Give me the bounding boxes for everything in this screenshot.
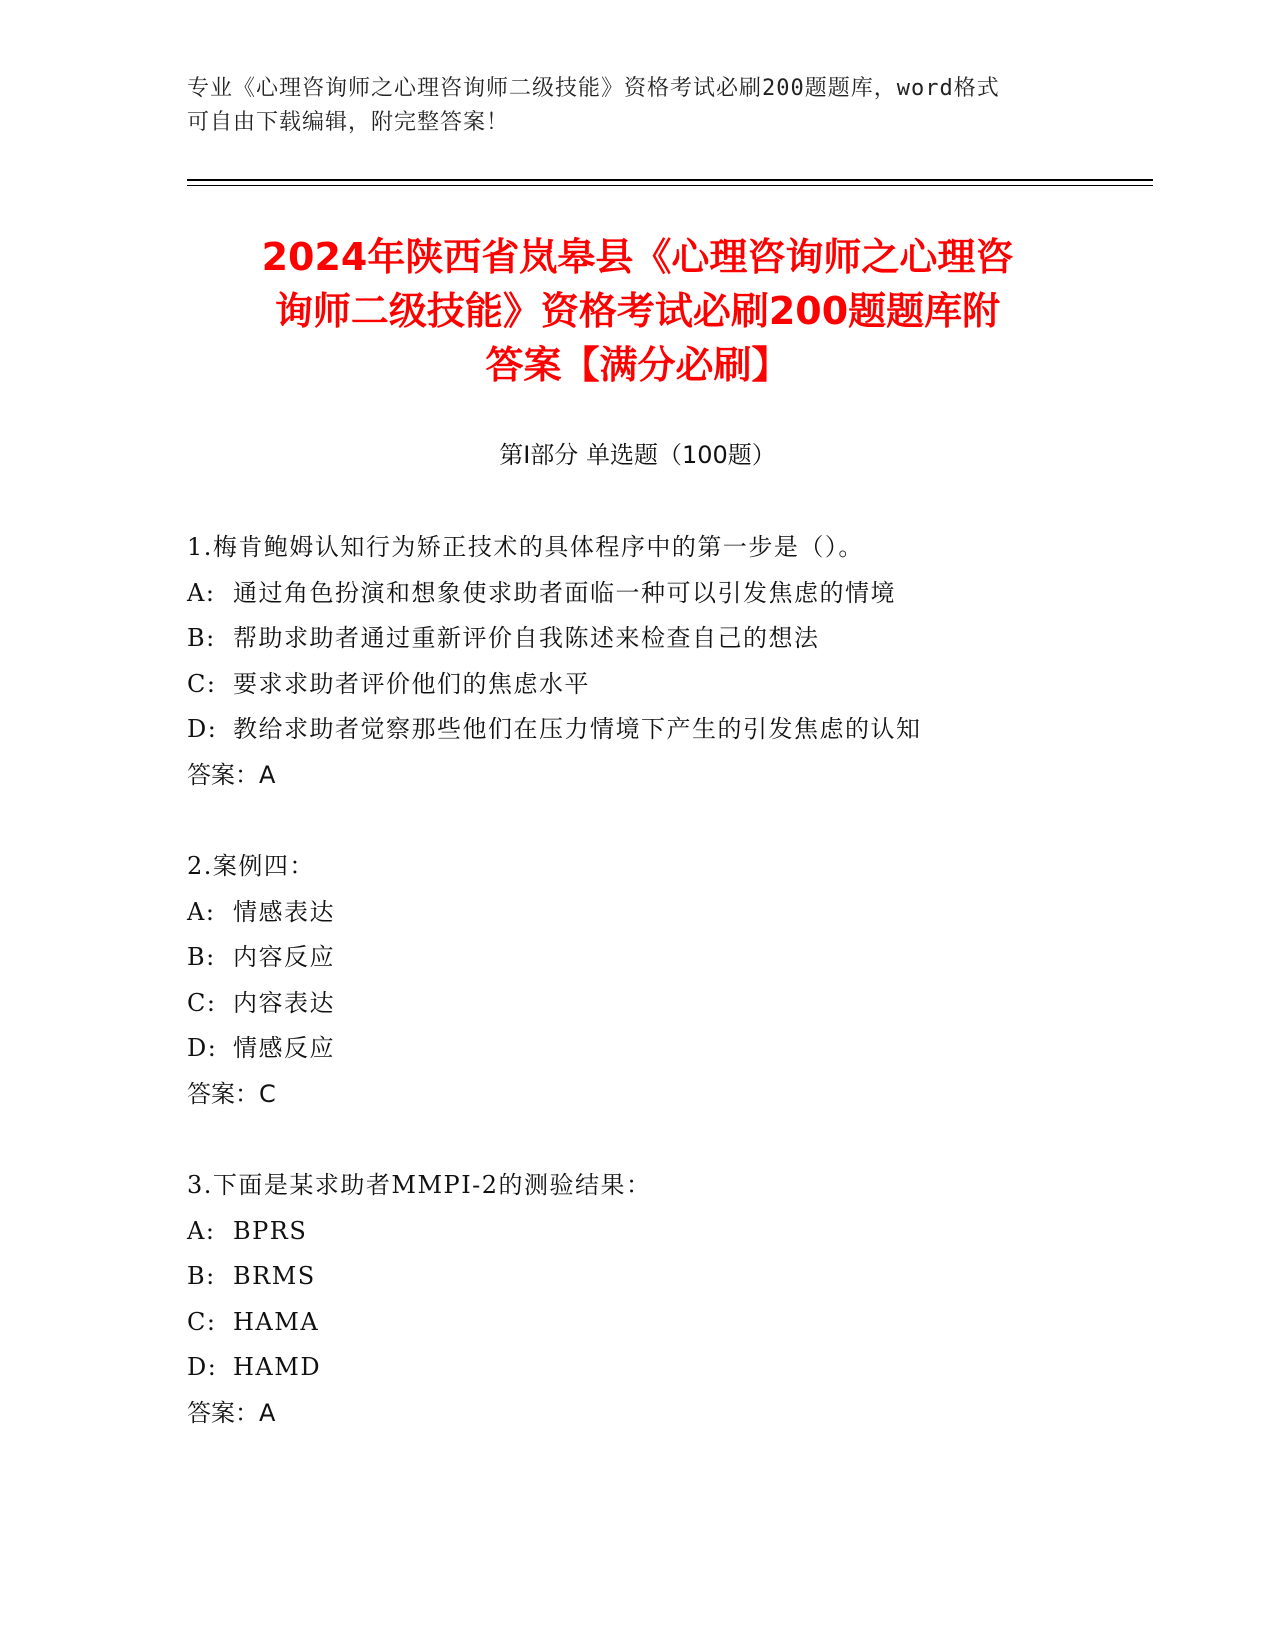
answer: 答案：A [187,760,276,789]
option-text: HAMA [233,1307,320,1336]
option-text: 通过角色扮演和想象使求助者面临一种可以引发焦虑的情境 [233,578,896,607]
option-c [187,662,1087,708]
option-a [187,1209,1087,1255]
option-a [187,571,1087,617]
option-letter: A: [187,897,216,926]
answer: 答案：A [187,1398,276,1427]
option-text: 情感表达 [233,897,335,926]
option-text: BRMS [233,1262,316,1290]
option-letter: D: [187,1034,218,1062]
option-letter: C: [187,669,217,698]
section-heading: 第Ⅰ部分 单选题（100题） [499,441,776,469]
option-text: 帮助求助者通过重新评价自我陈述来检查自己的想法 [233,624,820,652]
document-title-line-3: 答案【满分必刷】 [485,343,790,387]
option-d [187,1345,1087,1391]
option-c [187,1300,1087,1346]
document-title-line-1: 2024年陕西省岚皋县《心理咨询师之心理咨 [261,235,1014,279]
option-b [187,935,1087,981]
question-stem: 1.梅肯鲍姆认知行为矫正技术的具体程序中的第一步是（）。 [187,533,864,561]
question-3 [187,1163,1087,1436]
question-2 [187,844,1087,1117]
header-divider-thick [187,179,1153,181]
option-c [187,981,1087,1027]
option-letter: B: [187,943,216,971]
option-text: 情感反应 [233,1034,335,1062]
option-text: BPRS [233,1216,308,1245]
question-1 [187,525,1087,798]
option-b [187,1254,1087,1300]
option-letter: B: [187,624,216,652]
header-note-line-1: 专业《心理咨询师之心理咨询师二级技能》资格考试必刷200题题库，word格式 [187,76,1000,101]
option-letter: C: [187,1307,217,1336]
question-list [187,525,1087,1482]
option-letter: A: [187,578,216,607]
option-d [187,707,1087,753]
option-letter: D: [187,715,218,743]
header-divider-thin [187,185,1153,186]
header-note-line-2: 可自由下载编辑，附完整答案！ [187,110,510,135]
option-text: HAMD [233,1353,322,1381]
option-b [187,616,1087,662]
option-letter: A: [187,1216,216,1245]
option-d [187,1026,1087,1072]
option-letter: B: [187,1262,216,1290]
document-title-line-2: 询师二级技能》资格考试必刷200题题库附 [274,289,1001,333]
option-text: 内容反应 [233,943,335,971]
option-letter: D: [187,1353,218,1381]
option-a [187,890,1087,936]
option-text: 教给求助者觉察那些他们在压力情境下产生的引发焦虑的认知 [233,715,922,743]
option-text: 内容表达 [233,988,335,1017]
option-letter: C: [187,988,217,1017]
header-note [187,72,1067,140]
document-title [150,230,1125,392]
question-stem: 2.案例四： [187,852,315,880]
option-text: 要求求助者评价他们的焦虑水平 [233,669,590,698]
answer: 答案：C [187,1079,276,1108]
question-stem: 3.下面是某求助者MMPI-2的测验结果： [187,1171,652,1199]
